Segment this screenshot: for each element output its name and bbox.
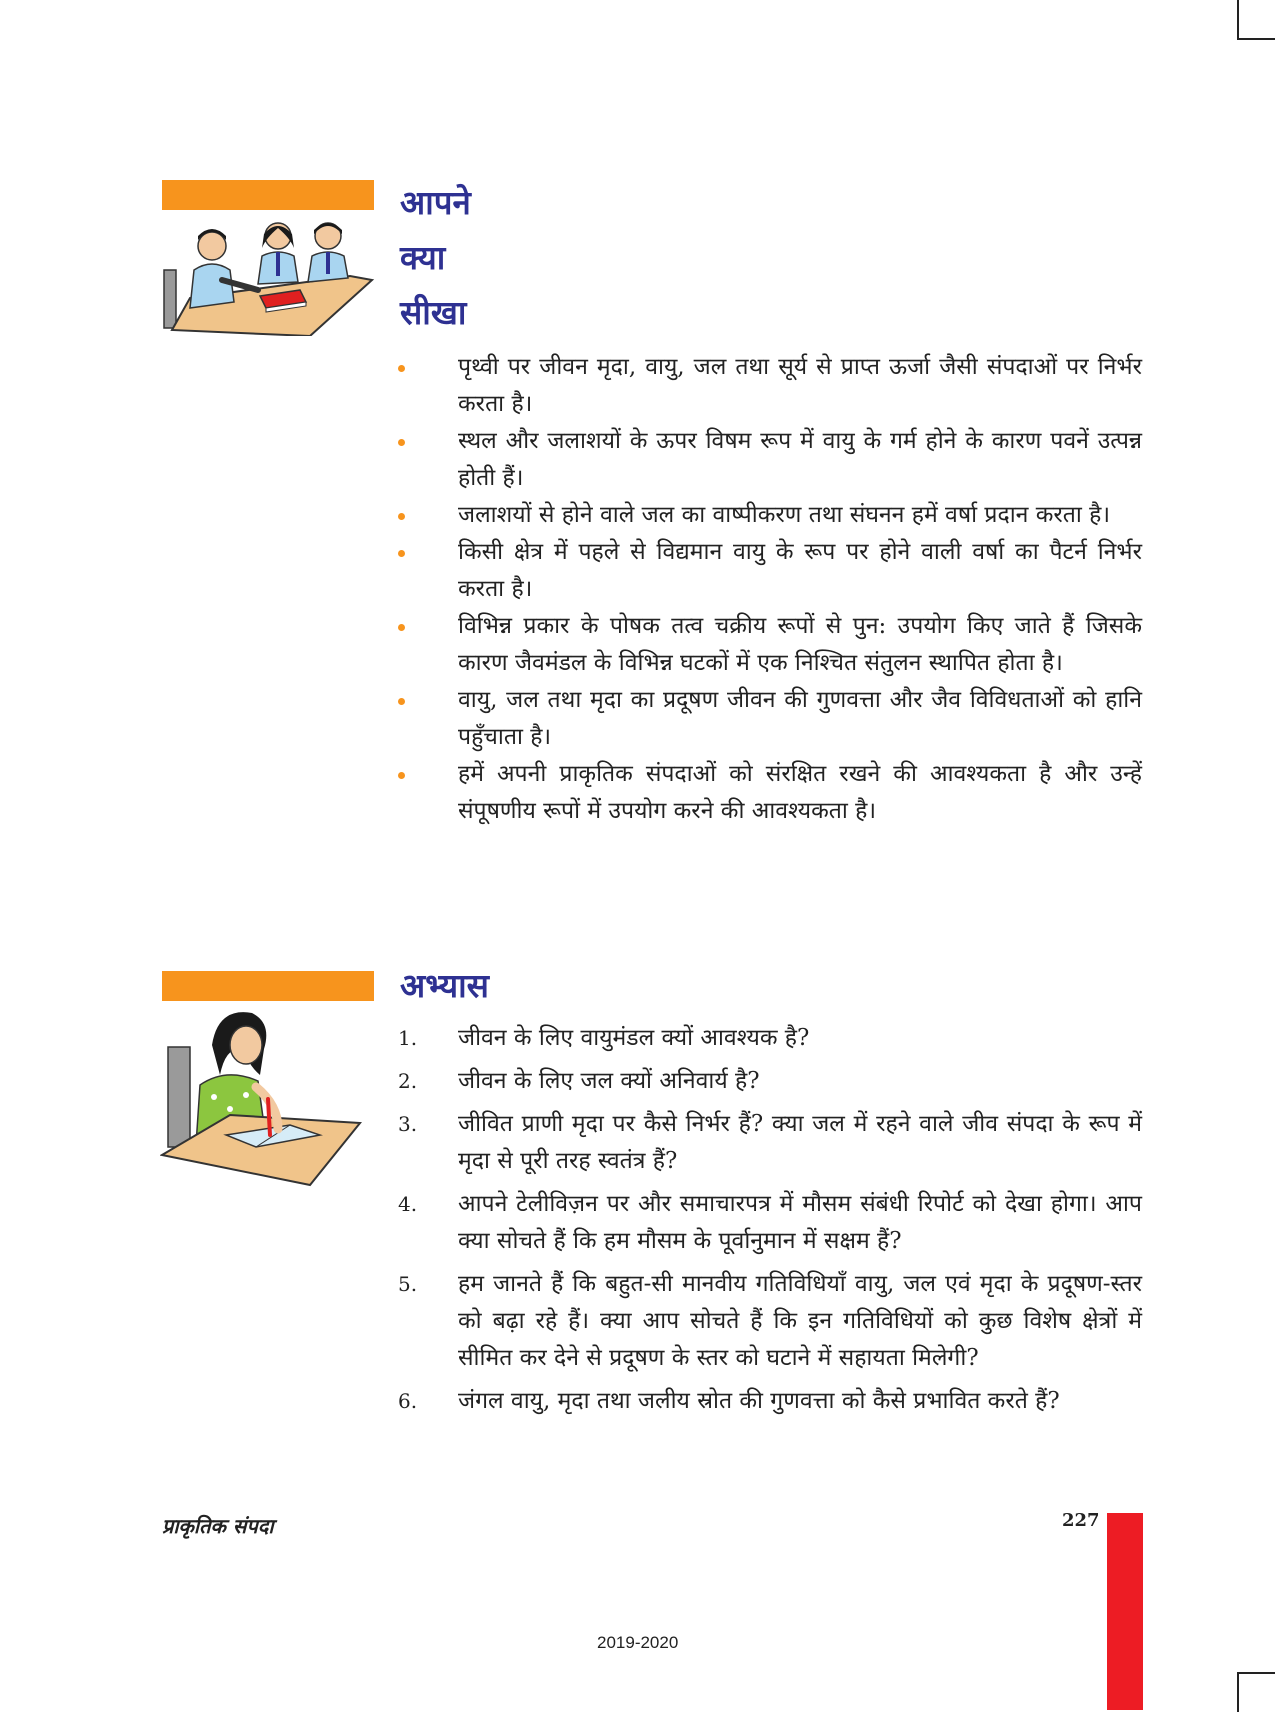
girl-writing-illustration (160, 1005, 365, 1190)
list-item-text: हमें अपनी प्राकृतिक संपदाओं को संरक्षित रखने की आवश्यकता है और उन्हें संपूषणीय रूपों में उपयोग करने की आवश्यकता है। (458, 761, 1142, 824)
bullet-icon (398, 365, 405, 372)
question-text: जीवन के लिए वायुमंडल क्यों आवश्यक है? (458, 1025, 810, 1051)
section-heading-what-you-learnt (400, 175, 471, 340)
question-number: 5. (398, 1272, 418, 1296)
crop-mark-bottom (1237, 1672, 1275, 1712)
edition-year: 2019-2020 (597, 1633, 679, 1652)
heading-line: आपने (400, 183, 471, 222)
list-item-text: पृथ्वी पर जीवन मृदा, वायु, जल तथा सूर्य से प्राप्त ऊर्जा जैसी संपदाओं पर निर्भर करता है। (458, 354, 1142, 417)
list-item (398, 349, 1142, 423)
chapter-title: प्राकृतिक संपदा (162, 1514, 274, 1538)
heading-line: क्या (400, 238, 446, 277)
exercise-list (398, 1020, 1142, 1426)
list-item (398, 756, 1142, 830)
question-text: आपने टेलीविज़न पर और समाचारपत्र में मौसम संबंधी रिपोर्ट को देखा होगा। आप क्या सोचते हैं कि हम मौसम के पूर्वानुमान में सक्षम हैं? (458, 1191, 1142, 1254)
page-number: 227 (1062, 1510, 1100, 1531)
list-item-text: जलाशयों से होने वाले जल का वाष्पीकरण तथा संघनन हमें वर्षा प्रदान करता है। (458, 502, 1111, 528)
bullet-icon (398, 698, 405, 705)
question-item (398, 1020, 1142, 1057)
bullet-icon (398, 513, 405, 520)
list-item (398, 682, 1142, 756)
question-text: जीवन के लिए जल क्यों अनिवार्य है? (458, 1068, 760, 1094)
section-heading-exercises: अभ्यास (400, 966, 489, 1005)
list-item-text: स्थल और जलाशयों के ऊपर विषम रूप में वायु के गर्म होने के कारण पवनें उत्पन्न होती हैं। (458, 428, 1142, 491)
question-item (398, 1383, 1142, 1420)
question-item (398, 1186, 1142, 1260)
heading-line: सीखा (400, 293, 467, 332)
section-accent-bar (162, 971, 374, 1001)
summary-list (398, 349, 1142, 830)
question-item (398, 1063, 1142, 1100)
question-item (398, 1266, 1142, 1377)
page-edge-tab (1107, 1513, 1143, 1710)
list-item (398, 497, 1142, 534)
list-item-text: विभिन्न प्रकार के पोषक तत्व चक्रीय रूपों से पुन: उपयोग किए जाते हैं जिसके कारण जैवमंडल के विभिन्न घटकों में एक निश्चित संतुलन स्थापित होता है। (458, 613, 1142, 676)
list-item-text: किसी क्षेत्र में पहले से विद्यमान वायु के रूप पर होने वाली वर्षा का पैटर्न निर्भर करता है। (458, 539, 1142, 602)
question-number: 3. (398, 1112, 418, 1136)
question-number: 4. (398, 1192, 418, 1216)
question-item (398, 1106, 1142, 1180)
question-number: 1. (398, 1026, 418, 1050)
question-number: 6. (398, 1389, 418, 1413)
question-number: 2. (398, 1069, 418, 1093)
bullet-icon (398, 772, 405, 779)
students-discussing-illustration (160, 218, 375, 336)
bullet-icon (398, 550, 405, 557)
list-item (398, 534, 1142, 608)
list-item (398, 608, 1142, 682)
bullet-icon (398, 439, 405, 446)
bullet-icon (398, 624, 405, 631)
list-item-text: वायु, जल तथा मृदा का प्रदूषण जीवन की गुणवत्ता और जैव विविधताओं को हानि पहुँचाता है। (458, 687, 1142, 750)
section-accent-bar (162, 180, 374, 210)
question-text: हम जानते हैं कि बहुत-सी मानवीय गतिविधियाँ वायु, जल एवं मृदा के प्रदूषण-स्तर को बढ़ा रहे हैं। क्या आप सोचते हैं कि इन गतिविधियों को कुछ विशेष क्षेत्रों में सीमित कर देने से प्रदूषण के स्तर को घटाने में सहायता मिलेगी? (458, 1271, 1142, 1371)
question-text: जंगल वायु, मृदा तथा जलीय स्रोत की गुणवत्ता को कैसे प्रभावित करते हैं? (458, 1388, 1060, 1414)
list-item (398, 423, 1142, 497)
question-text: जीवित प्राणी मृदा पर कैसे निर्भर हैं? क्या जल में रहने वाले जीव संपदा के रूप में मृदा से पूरी तरह स्वतंत्र हैं? (458, 1111, 1142, 1174)
crop-mark-top (1237, 0, 1275, 40)
